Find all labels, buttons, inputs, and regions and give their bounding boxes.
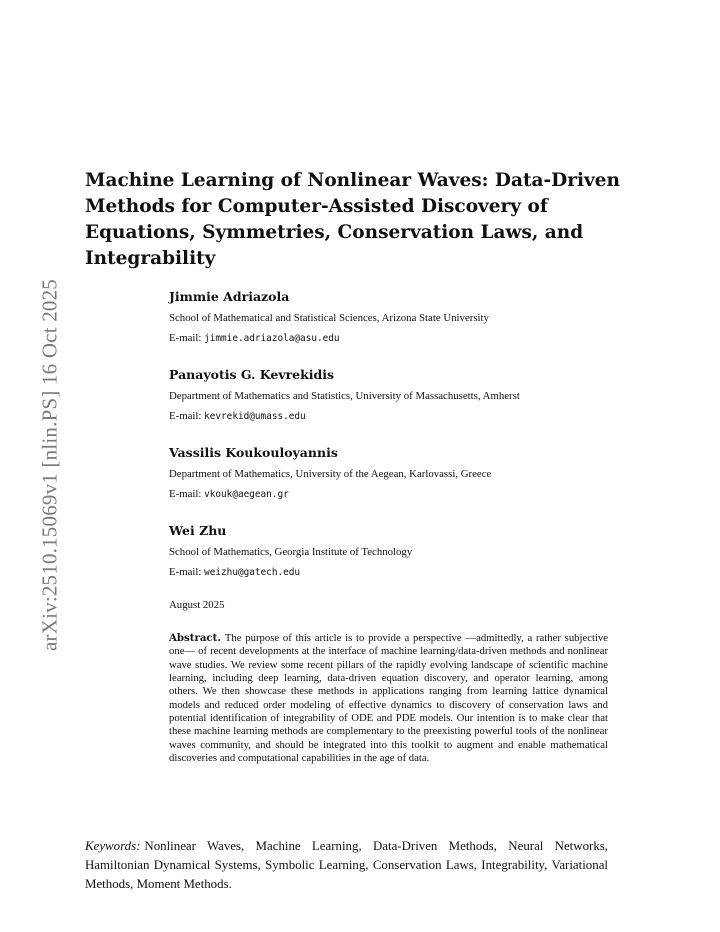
author-block <box>169 445 629 502</box>
keywords <box>85 837 608 894</box>
keywords-label: Keywords: <box>85 839 141 853</box>
author-affiliation: School of Mathematics, Georgia Institute of Technology <box>169 546 413 558</box>
author-email-line <box>169 331 629 346</box>
email-address[interactable]: kevrekid@umass.edu <box>204 411 306 422</box>
abstract <box>169 632 608 765</box>
arxiv-identifier-stamp: arXiv:2510.15069v1 [nlin.PS] 16 Oct 2025 <box>37 279 62 651</box>
author-name: Jimmie Adriazola <box>169 289 290 304</box>
email-address[interactable]: weizhu@gatech.edu <box>204 567 301 578</box>
author-email-line <box>169 409 629 424</box>
author-affiliation: Department of Mathematics and Statistics, University of Massachusetts, Amherst <box>169 390 520 402</box>
author-name: Vassilis Koukouloyannis <box>169 445 338 460</box>
email-label: E-mail: <box>169 566 202 578</box>
author-block <box>169 289 629 346</box>
author-email-line <box>169 565 629 580</box>
paper-title: Machine Learning of Nonlinear Waves: Data-Driven Methods for Computer-Assisted Discovery of Equations, Symmetries, Conservation Laws, and Integrability <box>85 170 620 269</box>
author-email-line <box>169 487 629 502</box>
author-affiliation: Department of Mathematics, University of the Aegean, Karlovassi, Greece <box>169 468 492 480</box>
author-name: Wei Zhu <box>169 523 227 538</box>
abstract-text: The purpose of this article is to provide a perspective —admittedly, a rather subjective one— of recent developments at the interface of machine learning/data-driven methods and nonlinear wave studies. We review some recent pillars of the rapidly evolving landscape of scientific machine learning, including deep learning, data-driven equation discovery, and operator learning, among others. We then showcase these methods in applications ranging from learning lattice dynamical models and reduced order modeling of effective dynamics to discovery of conservation laws and potential identification of integrability of ODE and PDE models. Our intention is to make clear that these machine learning methods are complementary to the preexisting powerful tools of the nonlinear waves community, and should be integrated into this toolkit to augment and enable mathematical discoveries and computational capabilities in the age of data. <box>169 632 608 765</box>
email-address[interactable]: jimmie.adriazola@asu.edu <box>204 333 340 344</box>
email-label: E-mail: <box>169 332 202 344</box>
author-block <box>169 523 629 580</box>
keywords-text: Nonlinear Waves, Machine Learning, Data-Driven Methods, Neural Networks, Hamiltonian Dynamical Systems, Symbolic Learning, Conservation Laws, Integrability, Variational Methods, Moment Methods. <box>85 839 608 891</box>
email-address[interactable]: vkouk@aegean.gr <box>204 489 289 500</box>
author-list <box>169 289 629 601</box>
email-label: E-mail: <box>169 488 202 500</box>
publication-date: August 2025 <box>169 599 225 611</box>
email-label: E-mail: <box>169 410 202 422</box>
author-block <box>169 367 629 424</box>
author-name: Panayotis G. Kevrekidis <box>169 367 335 382</box>
author-affiliation: School of Mathematical and Statistical Sciences, Arizona State University <box>169 312 489 324</box>
abstract-label: Abstract. <box>169 632 221 644</box>
